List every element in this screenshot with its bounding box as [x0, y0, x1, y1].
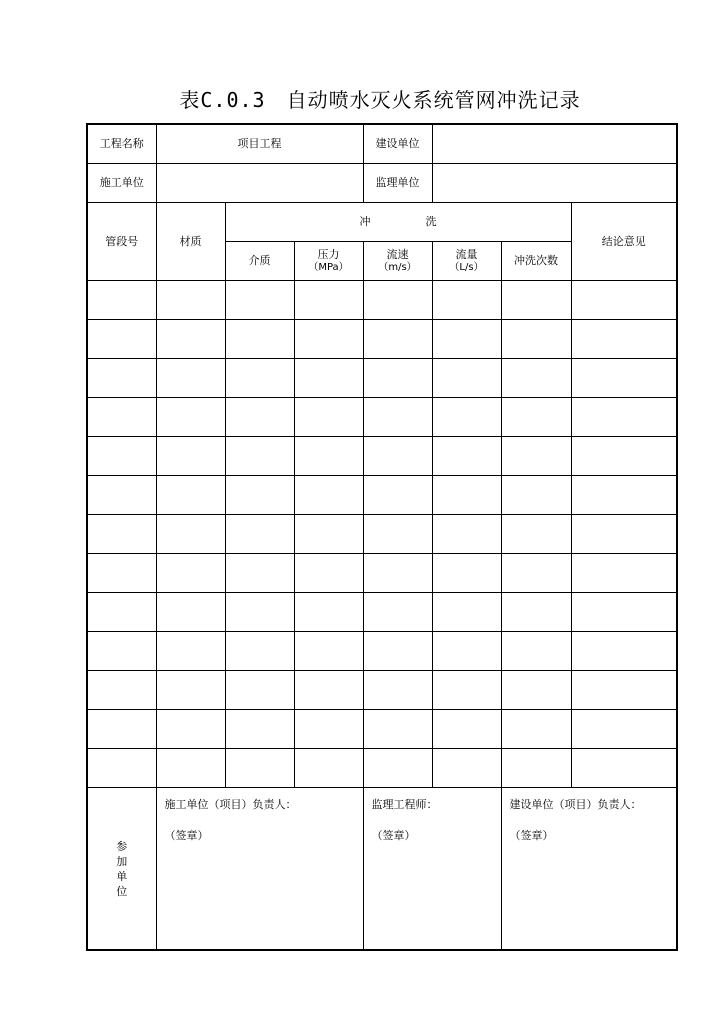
table-cell[interactable] — [363, 319, 432, 358]
table-cell[interactable] — [87, 632, 156, 671]
supervision-unit-value[interactable] — [432, 163, 677, 202]
table-cell[interactable] — [294, 593, 363, 632]
build-lead-label: 建设单位（项目）负责人： — [509, 798, 642, 812]
table-cell[interactable] — [156, 397, 225, 436]
table-cell[interactable] — [87, 280, 156, 319]
table-cell[interactable] — [571, 280, 677, 319]
table-cell[interactable] — [501, 554, 571, 593]
table-cell[interactable] — [87, 710, 156, 749]
table-cell[interactable] — [571, 632, 677, 671]
col-flush-times: 冲洗次数 — [501, 241, 571, 280]
construction-unit-label: 施工单位 — [87, 163, 156, 202]
table-cell[interactable] — [87, 554, 156, 593]
project-name-label: 工程名称 — [87, 124, 156, 163]
table-row — [87, 632, 677, 671]
table-cell[interactable] — [87, 475, 156, 514]
table-row — [87, 280, 677, 319]
table-cell[interactable] — [571, 436, 677, 475]
table-cell[interactable] — [87, 671, 156, 710]
col-pressure-label: 压力 — [317, 247, 340, 261]
table-cell[interactable] — [156, 554, 225, 593]
table-cell[interactable] — [432, 280, 501, 319]
table-cell[interactable] — [294, 397, 363, 436]
table-cell[interactable] — [501, 358, 571, 397]
title-name: 自动喷水灭火系统管网冲洗记录 — [286, 88, 581, 112]
table-cell[interactable] — [225, 475, 294, 514]
table-cell[interactable] — [363, 514, 432, 553]
supervision-unit-label: 监理单位 — [363, 163, 432, 202]
table-cell[interactable] — [432, 436, 501, 475]
table-cell[interactable] — [432, 514, 501, 553]
table-cell[interactable] — [363, 280, 432, 319]
table-cell[interactable] — [432, 710, 501, 749]
table-cell[interactable] — [432, 593, 501, 632]
table-row — [87, 397, 677, 436]
table-cell[interactable] — [225, 280, 294, 319]
table-cell[interactable] — [294, 514, 363, 553]
data-rows — [87, 280, 677, 788]
table-cell[interactable] — [571, 358, 677, 397]
table-row — [87, 749, 677, 788]
table-cell[interactable] — [432, 475, 501, 514]
participants-label-cell — [87, 788, 156, 950]
col-velocity-label: 流速 — [386, 247, 409, 261]
build-unit-label: 建设单位 — [363, 124, 432, 163]
table-cell[interactable] — [571, 749, 677, 788]
table-cell[interactable] — [571, 554, 677, 593]
table-cell[interactable] — [501, 319, 571, 358]
table-cell[interactable] — [432, 671, 501, 710]
table-cell[interactable] — [294, 710, 363, 749]
title-prefix: 表 — [179, 88, 201, 112]
table-cell[interactable] — [432, 632, 501, 671]
table-cell[interactable] — [225, 710, 294, 749]
table-cell[interactable] — [432, 319, 501, 358]
build-signature-cell[interactable] — [501, 788, 677, 950]
table-cell[interactable] — [571, 514, 677, 553]
table-row — [87, 554, 677, 593]
col-pressure — [294, 241, 363, 280]
flush-record-form — [86, 123, 678, 951]
table-cell[interactable] — [156, 319, 225, 358]
table-cell[interactable] — [363, 593, 432, 632]
table-row — [87, 358, 677, 397]
table-cell[interactable] — [501, 632, 571, 671]
table-cell[interactable] — [156, 475, 225, 514]
table-cell[interactable] — [363, 436, 432, 475]
col-velocity-unit: （m/s） — [378, 261, 417, 273]
table-cell[interactable] — [156, 593, 225, 632]
table-cell[interactable] — [294, 671, 363, 710]
column-header-row-1 — [87, 202, 677, 241]
table-cell[interactable] — [294, 554, 363, 593]
supervisor-stamp: （签章） — [371, 829, 416, 843]
table-cell[interactable] — [294, 280, 363, 319]
col-conclusion: 结论意见 — [571, 202, 677, 280]
table-cell[interactable] — [156, 436, 225, 475]
table-cell[interactable] — [294, 436, 363, 475]
table-cell[interactable] — [363, 554, 432, 593]
construction-signature-cell[interactable] — [156, 788, 363, 950]
construction-stamp: （签章） — [164, 829, 209, 843]
col-velocity — [363, 241, 432, 280]
table-cell[interactable] — [501, 397, 571, 436]
col-material: 材质 — [156, 202, 225, 280]
table-cell[interactable] — [156, 280, 225, 319]
col-medium: 介质 — [225, 241, 294, 280]
table-cell[interactable] — [156, 671, 225, 710]
table-row — [87, 671, 677, 710]
table-cell[interactable] — [156, 358, 225, 397]
page-title — [0, 84, 722, 113]
table-cell[interactable] — [87, 397, 156, 436]
col-flush-group: 冲 洗 — [225, 202, 571, 241]
table-cell[interactable] — [225, 514, 294, 553]
table-cell[interactable] — [156, 514, 225, 553]
table-cell[interactable] — [501, 593, 571, 632]
col-segment-no: 管段号 — [87, 202, 156, 280]
table-cell[interactable] — [571, 710, 677, 749]
table-cell[interactable] — [501, 514, 571, 553]
table-cell[interactable] — [294, 319, 363, 358]
table-cell[interactable] — [225, 358, 294, 397]
table-cell[interactable] — [571, 319, 677, 358]
project-name-value[interactable]: 项目工程 — [156, 124, 363, 163]
table-cell[interactable] — [571, 397, 677, 436]
table-row — [87, 319, 677, 358]
table-cell[interactable] — [363, 632, 432, 671]
supervisor-signature-cell[interactable] — [363, 788, 501, 950]
table-cell[interactable] — [87, 749, 156, 788]
construction-lead-label: 施工单位（项目）负责人： — [164, 798, 297, 812]
col-flow-label: 流量 — [455, 247, 478, 261]
table-cell[interactable] — [225, 554, 294, 593]
table-cell[interactable] — [225, 749, 294, 788]
table-cell[interactable] — [571, 593, 677, 632]
table-cell[interactable] — [87, 593, 156, 632]
table-cell[interactable] — [294, 749, 363, 788]
table-cell[interactable] — [363, 358, 432, 397]
project-row — [87, 124, 677, 163]
table-cell[interactable] — [571, 671, 677, 710]
build-stamp: （签章） — [509, 829, 554, 843]
table-cell[interactable] — [225, 397, 294, 436]
table-cell[interactable] — [294, 358, 363, 397]
table-cell[interactable] — [225, 632, 294, 671]
table-cell[interactable] — [571, 475, 677, 514]
table-cell[interactable] — [294, 632, 363, 671]
table-cell[interactable] — [156, 710, 225, 749]
table-cell[interactable] — [501, 710, 571, 749]
title-code: C.0.3 — [200, 88, 266, 112]
table-cell[interactable] — [501, 671, 571, 710]
table-cell[interactable] — [501, 475, 571, 514]
table-cell[interactable] — [363, 710, 432, 749]
table-cell[interactable] — [294, 475, 363, 514]
col-flow — [432, 241, 501, 280]
table-cell[interactable] — [225, 436, 294, 475]
table-cell[interactable] — [225, 671, 294, 710]
participants-label: 参加单位 — [116, 839, 128, 898]
table-cell[interactable] — [363, 397, 432, 436]
table-cell[interactable] — [432, 397, 501, 436]
table-cell[interactable] — [501, 749, 571, 788]
construction-unit-value[interactable] — [156, 163, 363, 202]
table-cell[interactable] — [432, 358, 501, 397]
table-row — [87, 593, 677, 632]
table-row — [87, 710, 677, 749]
table-cell[interactable] — [87, 319, 156, 358]
table-cell[interactable] — [432, 749, 501, 788]
table-cell[interactable] — [501, 280, 571, 319]
col-pressure-unit: （MPa） — [308, 261, 349, 273]
table-row — [87, 436, 677, 475]
table-cell[interactable] — [363, 475, 432, 514]
table-row — [87, 514, 677, 553]
table-cell[interactable] — [501, 436, 571, 475]
table-cell[interactable] — [432, 554, 501, 593]
table-cell[interactable] — [225, 319, 294, 358]
table-cell[interactable] — [363, 749, 432, 788]
supervisor-label: 监理工程师： — [371, 798, 438, 812]
table-cell[interactable] — [87, 436, 156, 475]
col-flow-unit: （L/s） — [449, 261, 484, 273]
table-cell[interactable] — [156, 749, 225, 788]
signature-row — [87, 788, 677, 950]
unit-row — [87, 163, 677, 202]
table-cell[interactable] — [87, 358, 156, 397]
build-unit-value[interactable] — [432, 124, 677, 163]
table-row — [87, 475, 677, 514]
table-cell[interactable] — [87, 514, 156, 553]
table-cell[interactable] — [156, 632, 225, 671]
table-cell[interactable] — [363, 671, 432, 710]
table-cell[interactable] — [225, 593, 294, 632]
